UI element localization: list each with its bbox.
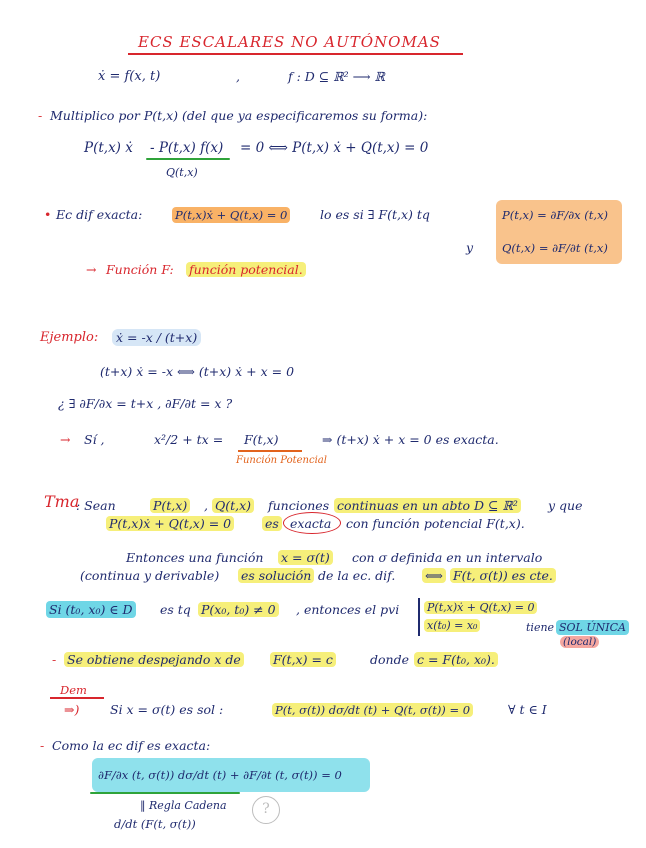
bullet: • [44,207,52,222]
chain-rule-label: ‖ Regla Cadena [140,799,227,812]
theorem-comma: , [204,498,208,513]
title-underline [128,53,463,55]
example-line-2: (t+x) ẋ = -x ⟺ (t+x) ẋ + x = 0 [100,364,295,379]
proof-assumption: Si x = σ(t) es sol : [110,702,224,717]
obtain-constant: c = F(t₀, x₀). [414,652,498,668]
potential-function: función potencial. [186,262,306,278]
obtain-level-set: F(t,x) = c [270,652,336,668]
example-yes: Sí , [84,432,105,447]
theorem-p: P(t,x) [150,498,190,514]
proof-since: Como la ec dif es exacta: [52,738,211,753]
iff-symbol: ⟺ [422,568,446,584]
multiply-eq-right: = 0 ⟺ P(t,x) ẋ + Q(t,x) = 0 [240,140,429,156]
p-definition: P(t,x) = ∂F/∂x (t,x) [502,208,609,222]
example-potential: F(t,x) [244,432,279,447]
example-label: Ejemplo: [40,330,99,345]
theorem-then: Entonces una función [126,550,264,565]
derivative-expression: d/dt (F(t, σ(t)) [114,817,196,831]
pvi-initial: x(t₀) = x₀ [424,618,480,634]
theorem-potential: con función potencial F(t,x). [346,516,525,531]
proof-label: Dem [60,683,87,697]
theorem-solution: es solución [238,568,314,584]
exact-equation: P(t,x)ẋ + Q(t,x) = 0 [172,207,290,223]
ode-definition: ẋ = f(x, t) [98,69,161,84]
local-tag: (local) [560,634,599,650]
multiply-eq-q: - P(t,x) f(x) [150,140,224,156]
example-conclusion: ⇒ (t+x) ẋ + x = 0 es exacta. [322,432,499,447]
theorem-functions: funciones [268,498,330,513]
multiply-text: Multiplico por P(t,x) (del que ya especificaremos su forma): [50,108,428,123]
example-question: ¿ ∃ ∂F/∂x = t+x , ∂F/∂t = x ? [58,396,233,411]
unique-solution: SOL ÚNICA [556,620,629,636]
theorem-continuity: continuas en un abto D ⊆ ℝ² [334,498,521,514]
exact-circle [283,512,341,534]
proof-equation: P(t, σ(t)) dσ/dt (t) + Q(t, σ(t)) = 0 [272,702,473,718]
pvi-condition: Si (t₀, x₀) ∈ D [46,602,136,618]
theorem-equation: P(t,x)ẋ + Q(t,x) = 0 [106,516,234,532]
theorem-sigma: x = σ(t) [278,550,333,566]
theorem-interval: con σ definida en un intervalo [352,550,543,565]
example-ode: ẋ = -x / (t+x) [112,330,201,346]
theorem-label: Tma [44,492,80,511]
obtain-where: donde [370,652,409,667]
proof-forall: ∀ t ∈ I [508,702,547,717]
bullet: - [38,108,43,123]
theorem-of-ode: de la ec. dif. [318,568,396,583]
pvi-equation: P(t,x)ẋ + Q(t,x) = 0 [424,600,537,616]
theorem-and-that: y que [548,498,583,513]
pvi-brace [418,598,420,636]
theorem-constant: F(t, σ(t)) es cte. [450,568,556,584]
q-definition: Q(t,x) = ∂F/∂t (t,x) [502,241,608,255]
potential-annotation: Función Potencial [236,455,327,466]
bullet: - [40,738,45,753]
pvi-p-nonzero: P(x₀, t₀) ≠ 0 [198,602,279,618]
theorem-continuous: (continua y derivable) [80,568,220,583]
theorem-intro: : Sean [76,498,116,513]
ode-separator: , [236,69,240,84]
chain-rule-equation: ∂F/∂x (t, σ(t)) dσ/dt (t) + ∂F/∂t (t, σ(t)) = 0 [98,768,342,782]
page-title: ECS ESCALARES NO AUTÓNOMAS [138,33,441,51]
domain-definition: f : D ⊆ ℝ² ⟶ ℝ [288,69,385,84]
proof-direction: ⇒) [64,702,80,717]
arrow: → [86,262,97,277]
bullet: - [52,652,57,667]
function-label: Función F: [106,262,174,277]
example-expression: x²/2 + tx = [154,432,224,447]
potential-underline [238,450,302,452]
obtain-text: Se obtiene despejando x de [64,652,244,668]
pvi-then: , entonces el pvi [296,602,400,617]
arrow: → [60,432,71,447]
pvi-has: tiene [526,621,555,634]
chain-underbrace [90,792,240,794]
exact-condition: lo es si ∃ F(t,x) tq [320,207,430,222]
multiply-eq-left: P(t,x) ẋ [84,140,133,156]
q-label: Q(t,x) [166,166,198,179]
and-label: y [466,240,474,255]
q-underbrace [146,158,230,160]
question-mark-icon: ? [252,796,280,824]
theorem-exact: exacta [290,516,332,531]
exact-label: Ec dif exacta: [56,207,143,222]
theorem-is: es [262,516,282,532]
pvi-such-that: es tq [160,602,191,617]
proof-underline [50,697,104,699]
theorem-q: Q(t,x) [212,498,254,514]
